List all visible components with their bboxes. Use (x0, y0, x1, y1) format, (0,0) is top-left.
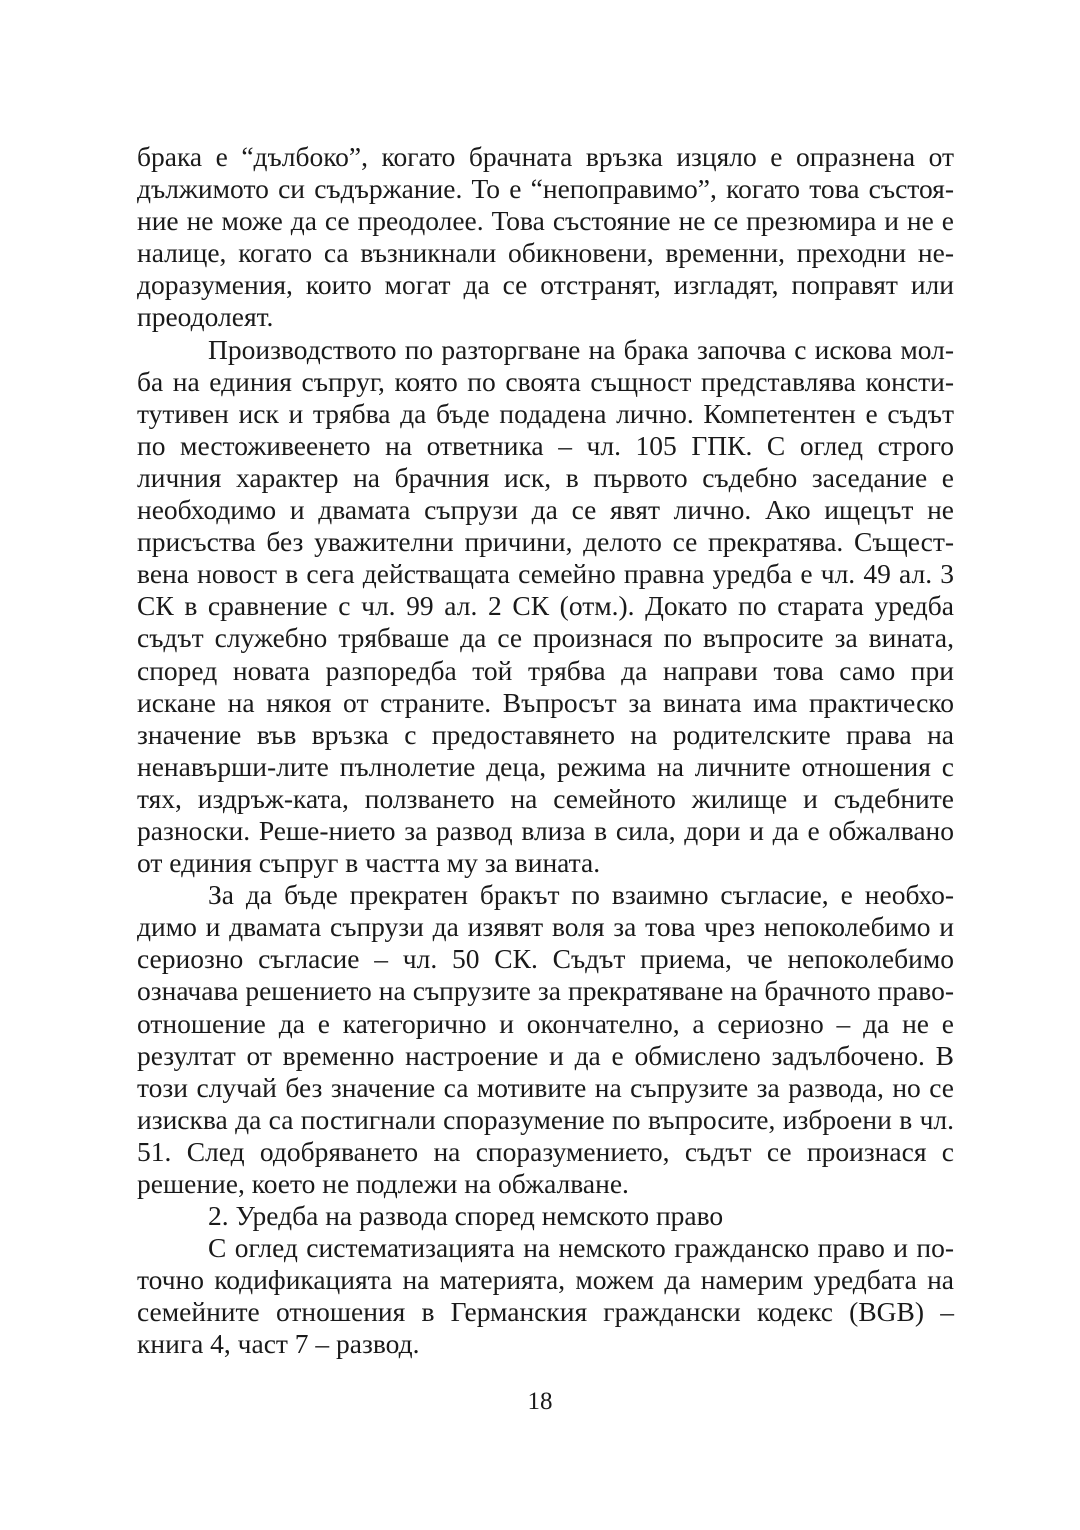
paragraph-german-civil-code: С оглед систематизацията на немското гражданско право и по-точно кодификацията на материята, можем да намерим уредбата на семейните отношения в Германския граждански кодекс (BGB) – книга 4, част 7 – развод. (137, 1232, 954, 1360)
paragraph-divorce-procedure: Производството по разторгване на брака започва с искова мол-ба на единия съпруг, която по своята същност представлява консти-тутивен иск и трябва да бъде подадена лично. Компетентен е съдът по местоживеенето на ответника – чл. 105 ГПК. С оглед строго личния характер на брачния иск, в първото съдебно заседание е необходимо и двамата съпрузи да се явят лично. Ако ищецът не присъства без уважителни причини, делото се прекратява. Същест-вена новост в сега действащата семейно правна уредба е чл. 49 ал. 3 СК в сравнение с чл. 99 ал. 2 СК (отм.). Докато по старата уредба съдът служебно трябваше да се произнася по въпросите за вината, според новата разпоредба той трябва да направи това само при искане на някоя от страните. Въпросът за вината има практическо значение във връзка с предоставянето на родителските права на ненавърши-лите пълнолетие деца, режима на личните отношения с тях, издръж-ката, ползването на семейното жилище и съдебните разноски. Реше-нието за развод влиза в сила, дори и да е обжалвано от единия съпруг в частта му за вината. (137, 333, 954, 879)
page-number: 18 (527, 1388, 553, 1415)
paragraph-mutual-consent: За да бъде прекратен бракът по взаимно съгласие, е необхо-димо и двамата съпрузи да изявят воля за това чрез непоколебимо и сериозно съгласие – чл. 50 СК. Съдът приема, че непоколебимо означава решението на съпрузите за прекратяване на брачното право-отношение да е категорично и окончателно, а сериозно – да не е резултат от временно настроение и да е обмислено задълбочено. В този случай без значение са мотивите на съпрузите за развода, но се изисква да са постигнали споразумение по въпросите, изброени в чл. 51. След одобряването на споразумението, съдът се произнася с решение, което не подлежи на обжалване. (137, 879, 954, 1199)
body-text (137, 141, 954, 1361)
section-heading-german-law: 2. Уредба на развода според немското право (208, 1200, 724, 1232)
paragraph-continued: брака е “дълбоко”, когато брачната връзка изцяло е опразнена от дължимото си съдържание. То е “непоправимо”, когато това състоя-ние не може да се преодолее. Това състояние не се презюмира и не е налице, когато са възникнали обикновени, временни, преходни не-доразумения, които могат да се отстранят, изгладят, поправят или преодолеят. (137, 141, 954, 333)
